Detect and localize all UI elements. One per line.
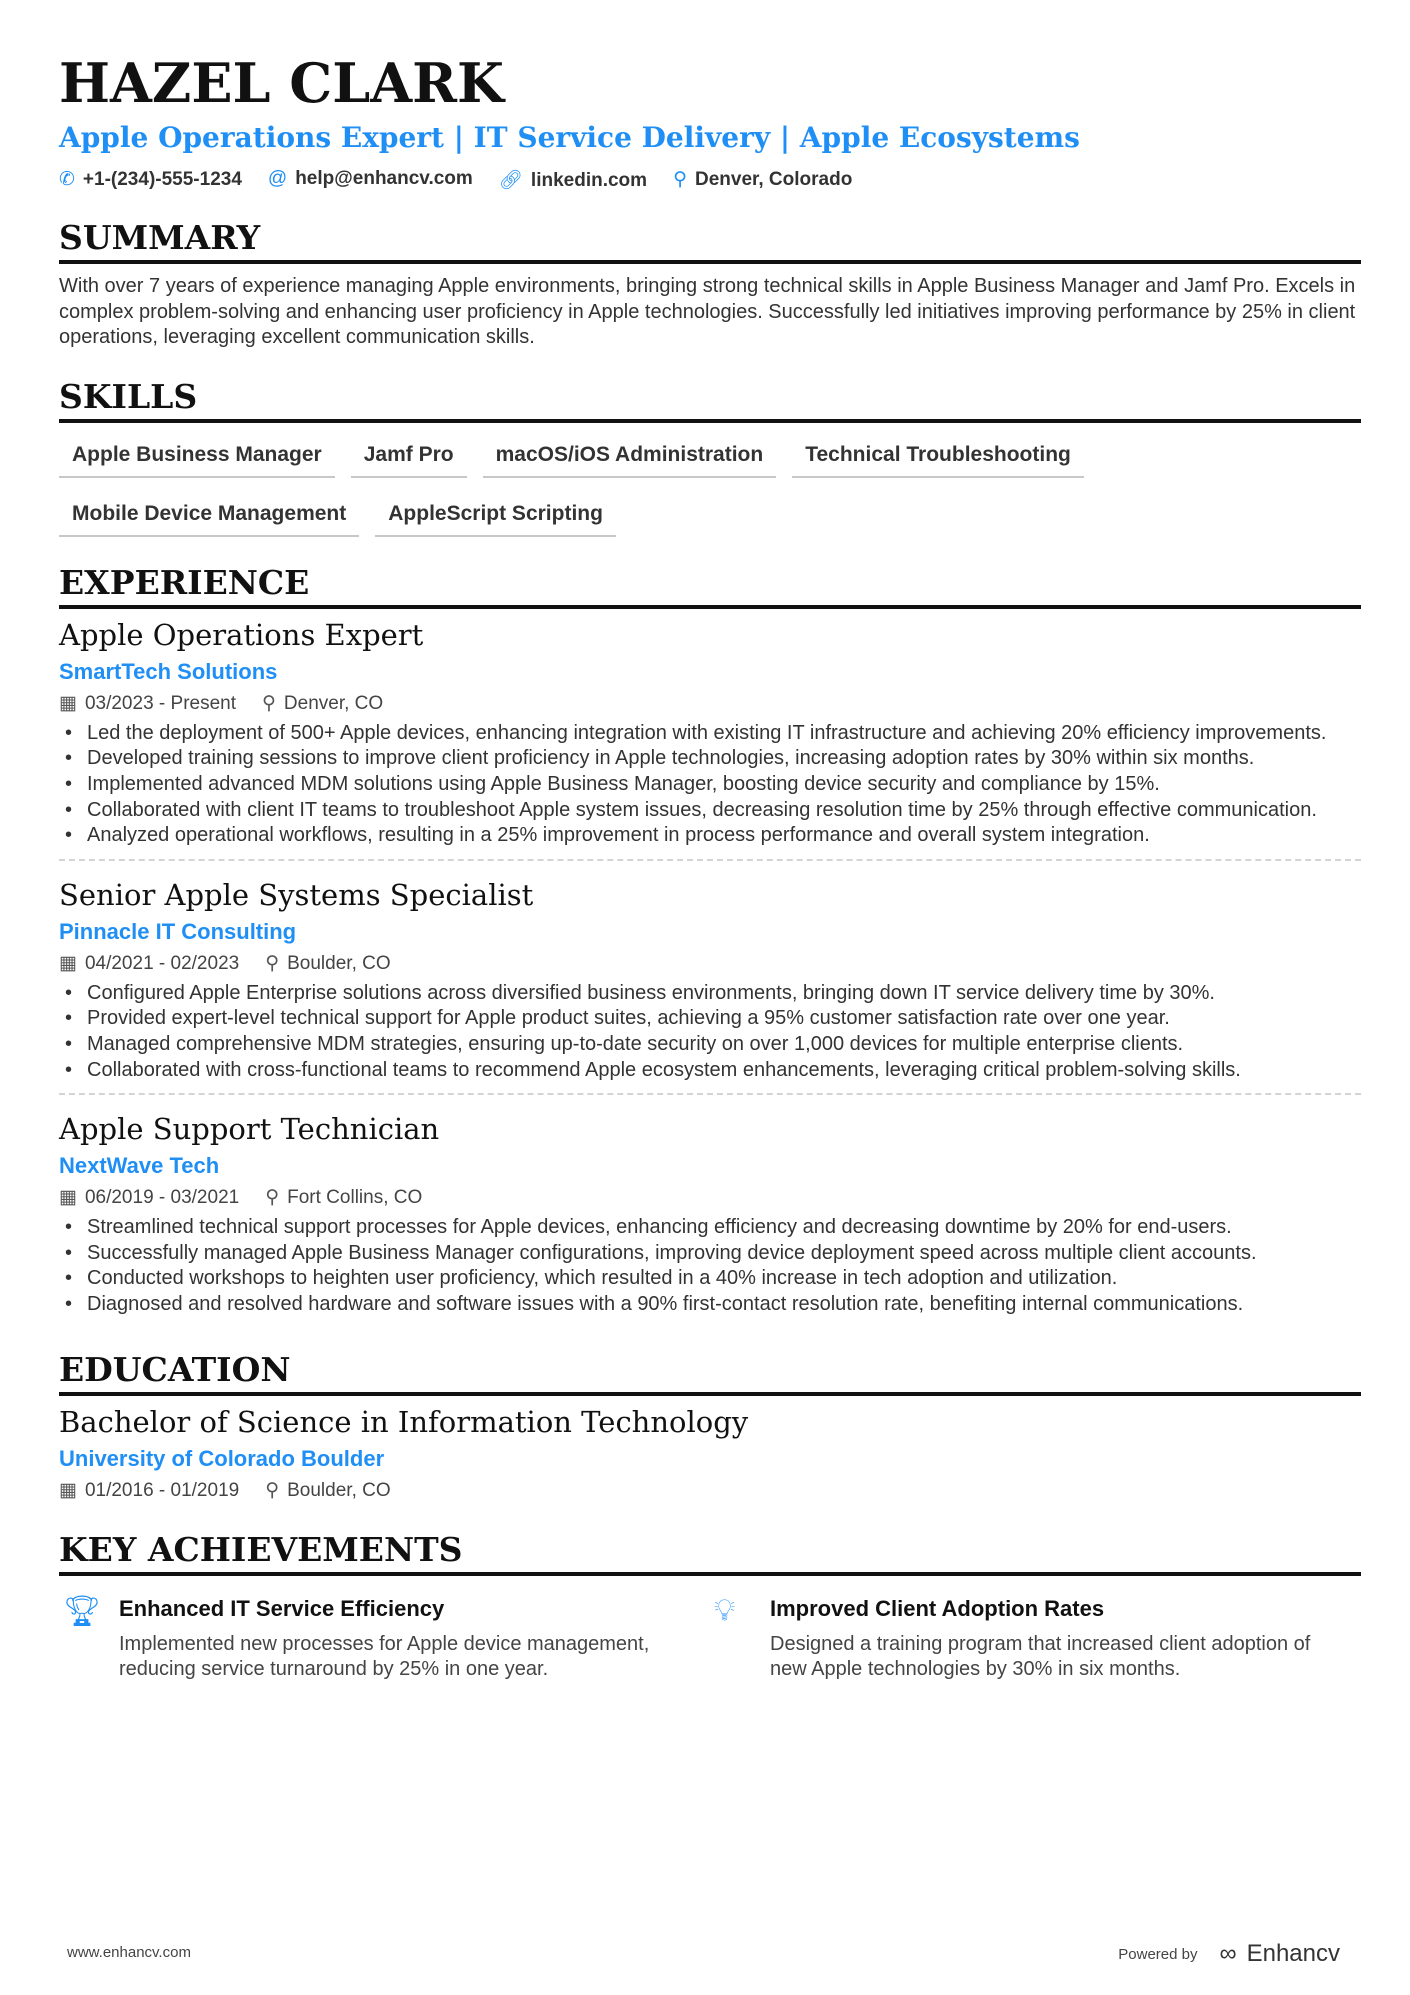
achievement-text: Designed a training program that increased client adoption of new Apple technologies by 30% in six months.: [770, 1632, 1311, 1681]
job-title: Senior Apple Systems Specialist: [59, 877, 534, 912]
job-bullets: [59, 981, 1361, 1083]
achievements-list: [59, 1594, 1361, 1683]
job-dates: 03/2023 - Present: [84, 692, 236, 714]
experience-list: [59, 615, 1361, 1324]
job-bullet: • Collaborated with cross-functional teams to recommend Apple ecosystem enhancements, leveraging critical problem-solving skills.: [59, 1058, 1361, 1084]
job-meta: [59, 1185, 1361, 1211]
job-bullet: • Successfully managed Apple Business Manager configurations, improving device deployment speed across multiple client accounts.: [59, 1241, 1361, 1267]
linkedin-text[interactable]: linkedin.com: [530, 170, 648, 191]
phone-text: +1-(234)-555-1234: [82, 169, 242, 190]
job-title: Apple Support Technician: [59, 1112, 440, 1147]
achievement-title: Enhanced IT Service Efficiency: [119, 1595, 445, 1621]
job-location: Fort Collins, CO: [287, 1187, 423, 1209]
job-bullet: • Led the deployment of 500+ Apple devices, enhancing integration with existing IT infrastructure and achieving 20% efficiency improvements.: [59, 721, 1361, 747]
section-heading-education: EDUCATION: [59, 1350, 1361, 1396]
section-heading-experience: EXPERIENCE: [59, 563, 1361, 609]
job-location: Boulder, CO: [287, 952, 391, 974]
skill-tag: AppleScript Scripting: [375, 496, 616, 537]
job-bullet: • Analyzed operational workflows, resulting in a 25% improvement in process performance and overall system integration.: [59, 823, 1361, 849]
contact-location: [673, 168, 852, 192]
trophy-icon: 🏆︎: [63, 1594, 102, 1628]
company-name: NextWave Tech: [59, 1153, 220, 1179]
job-bullet: • Managed comprehensive MDM strategies, ensuring up-to-date security on over 1,000 devices for multiple enterprise clients.: [59, 1032, 1361, 1058]
job-bullets: [59, 721, 1361, 849]
achievement-title: Improved Client Adoption Rates: [770, 1595, 1105, 1621]
education-dates: 01/2016 - 01/2019: [84, 1479, 240, 1501]
company-name: Pinnacle IT Consulting: [59, 918, 297, 944]
job-dates: 04/2021 - 02/2023: [84, 952, 240, 974]
location-icon: ⚲: [262, 692, 276, 714]
footer-url[interactable]: www.enhancv.com: [67, 1944, 191, 1961]
skill-tag: Jamf Pro: [351, 437, 467, 478]
location-text: Denver, Colorado: [694, 169, 853, 190]
summary-text: With over 7 years of experience managing Apple environments, bringing strong technical skills in Apple Business Manager and Jamf Pro. Excels in complex problem-solving and enhancing user proficiency in Apple technologies. Successfully led initiatives improving performance by 25% in client operations, leveraging excellent communication skills.: [59, 275, 1356, 349]
job-entry: [59, 615, 1361, 855]
job-meta: [59, 951, 1361, 977]
degree: Bachelor of Science in Information Technology: [59, 1404, 749, 1439]
skill-tag: macOS/iOS Administration: [483, 437, 777, 478]
lightbulb-icon: 💡︎: [714, 1593, 735, 1627]
location-icon: ⚲: [265, 952, 280, 974]
calendar-icon: ▦: [59, 692, 77, 714]
brand-name: Enhancv: [1246, 1940, 1340, 1967]
skill-tag: Mobile Device Management: [59, 496, 359, 537]
enhancv-logo: [1219, 1940, 1340, 1968]
job-meta: [59, 691, 1361, 717]
section-heading-summary: SUMMARY: [59, 218, 1361, 264]
job-bullet: • Diagnosed and resolved hardware and software issues with a 90% first-contact resolution rate, benefiting internal communications.: [59, 1292, 1361, 1318]
section-heading-achievements: KEY ACHIEVEMENTS: [59, 1530, 1361, 1576]
job-bullet: • Implemented advanced MDM solutions using Apple Business Manager, boosting device security and compliance by 15%.: [59, 772, 1361, 798]
section-heading-skills: SKILLS: [59, 377, 1361, 423]
job-bullet: • Conducted workshops to heighten user proficiency, which resulted in a 40% increase in tech adoption and utilization.: [59, 1266, 1361, 1292]
achievement-item: [59, 1594, 710, 1683]
powered-by: [1118, 1940, 1340, 1968]
job-bullet: • Configured Apple Enterprise solutions across diversified business environments, bringing down IT service delivery time by 30%.: [59, 981, 1361, 1007]
location-icon: ⚲: [673, 169, 687, 190]
calendar-icon: ▦: [59, 1479, 77, 1501]
at-icon: @: [267, 168, 288, 189]
skill-tag: Apple Business Manager: [59, 437, 335, 478]
job-entry: [59, 859, 1361, 1089]
job-title: Apple Operations Expert: [59, 617, 424, 652]
job-bullet: • Collaborated with client IT teams to troubleshoot Apple system issues, decreasing resolution time by 25% through effective communication.: [59, 798, 1361, 824]
phone-icon: ✆: [59, 169, 75, 190]
job-bullet: • Provided expert-level technical support for Apple product suites, achieving a 95% customer satisfaction rate over one year.: [59, 1006, 1361, 1032]
school: University of Colorado Boulder: [59, 1445, 385, 1471]
contact-email[interactable]: [268, 168, 473, 192]
job-bullet: • Streamlined technical support processes for Apple devices, enhancing efficiency and decreasing downtime by 20% for end-users.: [59, 1215, 1361, 1241]
powered-label: Powered by: [1118, 1945, 1198, 1963]
location-icon: ⚲: [265, 1479, 280, 1501]
achievement-text: Implemented new processes for Apple device management, reducing service turnaround by 25% in one year.: [119, 1632, 650, 1681]
skill-tag: Technical Troubleshooting: [792, 437, 1084, 478]
skills-list: [59, 437, 1361, 537]
job-bullets: [59, 1215, 1361, 1317]
calendar-icon: ▦: [59, 1187, 77, 1209]
job-entry: [59, 1093, 1361, 1323]
candidate-title: Apple Operations Expert | IT Service Delivery | Apple Ecosystems: [59, 121, 1080, 154]
education-location: Boulder, CO: [287, 1479, 391, 1501]
contact-list: [59, 168, 1361, 192]
job-dates: 06/2019 - 03/2021: [84, 1187, 240, 1209]
achievement-item: [710, 1594, 1361, 1683]
calendar-icon: ▦: [59, 952, 77, 974]
job-location: Denver, CO: [283, 692, 384, 714]
location-icon: ⚲: [265, 1187, 280, 1209]
education-meta: [59, 1478, 1361, 1504]
contact-linkedin[interactable]: [499, 168, 647, 192]
contact-phone: [59, 168, 242, 192]
email-text[interactable]: help@enhancv.com: [295, 168, 473, 189]
job-bullet: • Developed training sessions to improve client proficiency in Apple technologies, increasing adoption rates by 30% within six months.: [59, 746, 1361, 772]
link-icon: 🔗︎: [498, 170, 523, 191]
candidate-name: HAZEL CLARK: [59, 51, 504, 115]
company-name: SmartTech Solutions: [59, 658, 278, 684]
enhancv-logo-icon: ∞: [1219, 1940, 1237, 1967]
resume: [59, 50, 1361, 1683]
